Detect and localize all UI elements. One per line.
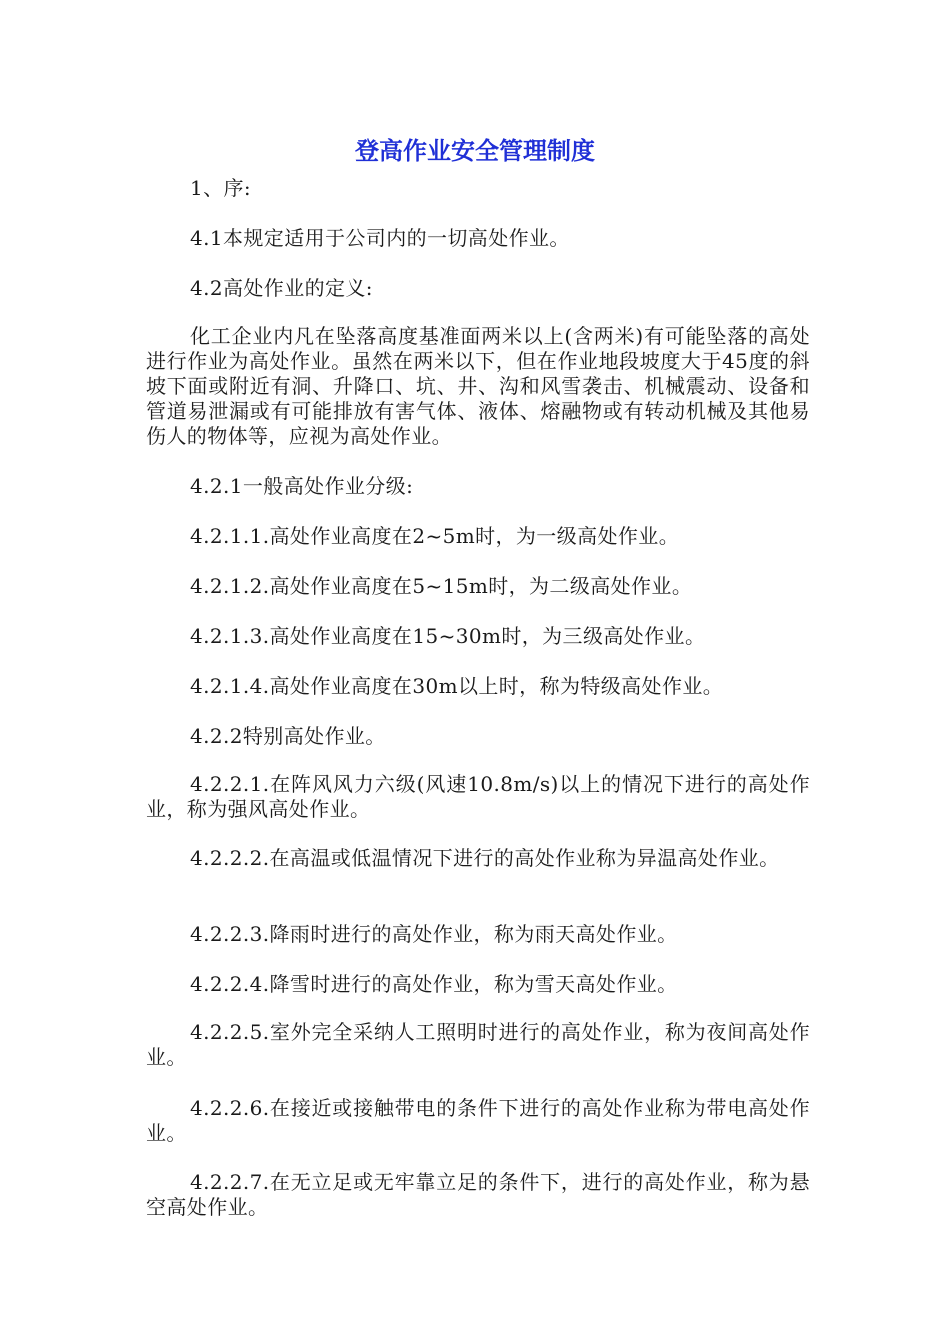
paragraph-4-2-1-3: 4.2.1.3.高处作业高度在15~30m时，为三级高处作业。 [190,624,706,648]
paragraph-4-2-2-1: 4.2.2.1.在阵风风力六级(风速10.8m/s)以上的情况下进行的高处作业，称为强风高处作业。 [146,772,810,821]
paragraph-4-2-1-4: 4.2.1.4.高处作业高度在30m以上时，称为特级高处作业。 [190,674,724,698]
paragraph-preface: 1、序: [190,176,252,200]
paragraph-4-2-2-3: 4.2.2.3.降雨时进行的高处作业，称为雨天高处作业。 [190,922,678,946]
paragraph-4-2-2-2: 4.2.2.2.在高温或低温情况下进行的高处作业称为异温高处作业。 [190,846,780,870]
paragraph-definition: 化工企业内凡在坠落高度基准面两米以上(含两米)有可能坠落的高处进行作业为高处作业。虽然在两米以下，但在作业地段坡度大于45度的斜坡下面或附近有洞、升降口、坑、井、沟和风雪袭击、机械震动、设备和管道易泄漏或有可能排放有害气体、液体、熔融物或有转动机械及其他易伤人的物体等，应视为高处作业。 [146,324,810,448]
paragraph-4-2-1-2: 4.2.1.2.高处作业高度在5~15m时，为二级高处作业。 [190,574,693,598]
paragraph-4-2-2-4: 4.2.2.4.降雪时进行的高处作业，称为雪天高处作业。 [190,972,678,996]
paragraph-4-2-2-5: 4.2.2.5.室外完全采纳人工照明时进行的高处作业，称为夜间高处作业。 [146,1020,810,1069]
paragraph-4-2-2: 4.2.2特别高处作业。 [190,724,386,748]
paragraph-4-1: 4.1本规定适用于公司内的一切高处作业。 [190,226,570,250]
document-title: 登高作业安全管理制度 [355,137,595,165]
paragraph-4-2-1-1: 4.2.1.1.高处作业高度在2~5m时，为一级高处作业。 [190,524,680,548]
paragraph-4-2: 4.2高处作业的定义: [190,276,373,300]
paragraph-4-2-2-7: 4.2.2.7.在无立足或无牢靠立足的条件下，进行的高处作业，称为悬空高处作业。 [146,1170,810,1219]
paragraph-4-2-1: 4.2.1一般高处作业分级: [190,474,414,498]
paragraph-4-2-2-6: 4.2.2.6.在接近或接触带电的条件下进行的高处作业称为带电高处作业。 [146,1096,810,1145]
